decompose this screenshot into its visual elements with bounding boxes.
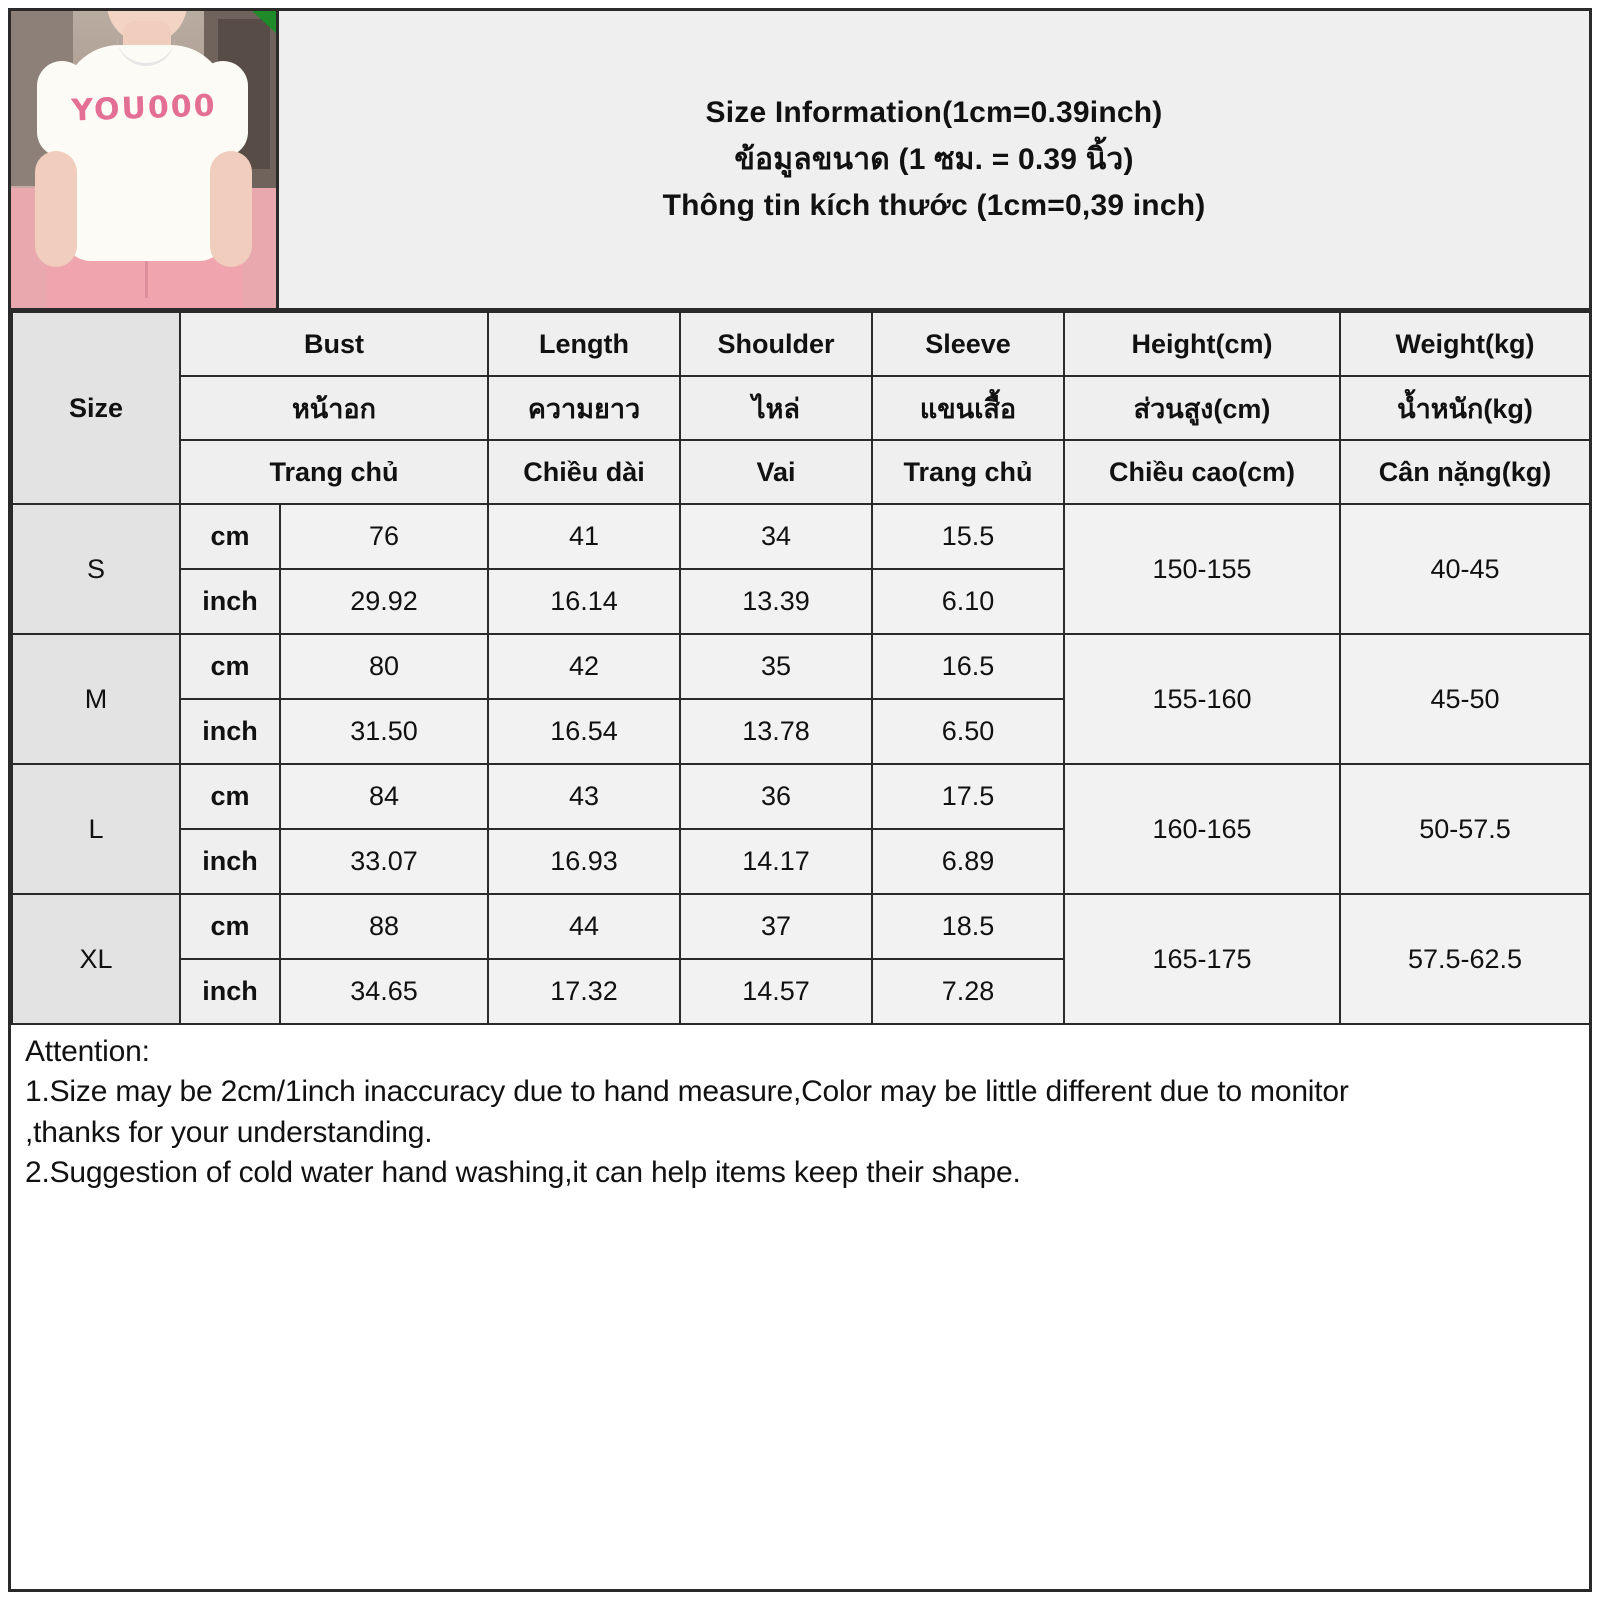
header-shoulder-en: Shoulder: [680, 312, 872, 376]
cell-height-m: 155-160: [1064, 634, 1340, 764]
cell-bust-inch-m: 31.50: [280, 699, 488, 764]
unit-inch-l: inch: [180, 829, 280, 894]
attention-line-3: 2.Suggestion of cold water hand washing,it can help items keep their shape.: [25, 1156, 1021, 1190]
chart-header-row: [11, 11, 1589, 311]
cell-sleeve-inch-s: 6.10: [872, 569, 1064, 634]
cell-length-inch-s: 16.14: [488, 569, 680, 634]
cell-height-s: 150-155: [1064, 504, 1340, 634]
green-corner-marker: [251, 11, 277, 34]
header-weight-en: Weight(kg): [1340, 312, 1590, 376]
row-size-label-xl: XL: [12, 894, 180, 1024]
size-table: [11, 311, 1591, 1025]
size-chart-sheet: [8, 8, 1592, 1592]
photo-shirt-print: YOU000: [70, 88, 218, 129]
title-thai: ข้อมูลขนาด (1 ซม. = 0.39 นิ้ว): [734, 143, 1134, 176]
cell-sleeve-cm-m: 16.5: [872, 634, 1064, 699]
table-row: [12, 634, 1590, 699]
attention-line-1: 1.Size may be 2cm/1inch inaccuracy due to hand measure,Color may be little different due to monitor: [25, 1075, 1349, 1109]
cell-sleeve-inch-m: 6.50: [872, 699, 1064, 764]
cell-bust-inch-s: 29.92: [280, 569, 488, 634]
cell-bust-cm-m: 80: [280, 634, 488, 699]
cell-shoulder-inch-xl: 14.57: [680, 959, 872, 1024]
cell-shoulder-inch-s: 13.39: [680, 569, 872, 634]
unit-inch-m: inch: [180, 699, 280, 764]
header-height-vi: Chiều cao(cm): [1064, 440, 1340, 504]
unit-inch-xl: inch: [180, 959, 280, 1024]
cell-shoulder-cm-xl: 37: [680, 894, 872, 959]
header-length-vi: Chiều dài: [488, 440, 680, 504]
attention-heading: Attention:: [25, 1035, 150, 1068]
header-length-en: Length: [488, 312, 680, 376]
table-header-row-en: [12, 312, 1590, 376]
header-height-th: ส่วนสูง(cm): [1064, 376, 1340, 440]
header-sleeve-en: Sleeve: [872, 312, 1064, 376]
header-height-en: Height(cm): [1064, 312, 1340, 376]
table-header-row-th: [12, 376, 1590, 440]
table-row: [12, 764, 1590, 829]
title-vietnamese: Thông tin kích thước (1cm=0,39 inch): [662, 189, 1206, 222]
header-bust-th: หน้าอก: [180, 376, 488, 440]
cell-sleeve-inch-l: 6.89: [872, 829, 1064, 894]
header-weight-th: น้ำหนัก(kg): [1340, 376, 1590, 440]
cell-shoulder-cm-l: 36: [680, 764, 872, 829]
header-shoulder-vi: Vai: [680, 440, 872, 504]
cell-bust-inch-l: 33.07: [280, 829, 488, 894]
cell-length-cm-xl: 44: [488, 894, 680, 959]
table-header-row-vi: [12, 440, 1590, 504]
cell-sleeve-inch-xl: 7.28: [872, 959, 1064, 1024]
cell-sleeve-cm-l: 17.5: [872, 764, 1064, 829]
header-bust-vi: Trang chủ: [180, 440, 488, 504]
cell-weight-l: 50-57.5: [1340, 764, 1590, 894]
header-shoulder-th: ไหล่: [680, 376, 872, 440]
row-size-label-l: L: [12, 764, 180, 894]
cell-bust-cm-xl: 88: [280, 894, 488, 959]
row-size-label-s: S: [12, 504, 180, 634]
cell-sleeve-cm-xl: 18.5: [872, 894, 1064, 959]
photo-arm-left: [35, 151, 77, 267]
unit-cm-s: cm: [180, 504, 280, 569]
cell-length-cm-m: 42: [488, 634, 680, 699]
unit-cm-m: cm: [180, 634, 280, 699]
cell-bust-cm-s: 76: [280, 504, 488, 569]
cell-length-cm-s: 41: [488, 504, 680, 569]
title-english: Size Information(1cm=0.39inch): [705, 96, 1163, 129]
header-weight-vi: Cân nặng(kg): [1340, 440, 1590, 504]
unit-cm-xl: cm: [180, 894, 280, 959]
table-row: [12, 894, 1590, 959]
row-size-label-m: M: [12, 634, 180, 764]
product-photo: [11, 11, 279, 308]
cell-sleeve-cm-s: 15.5: [872, 504, 1064, 569]
header-sleeve-th: แขนเสื้อ: [872, 376, 1064, 440]
cell-weight-s: 40-45: [1340, 504, 1590, 634]
cell-weight-xl: 57.5-62.5: [1340, 894, 1590, 1024]
cell-height-l: 160-165: [1064, 764, 1340, 894]
title-block: [279, 11, 1589, 308]
table-row: [12, 504, 1590, 569]
cell-shoulder-inch-l: 14.17: [680, 829, 872, 894]
photo-arm-right: [210, 151, 252, 267]
cell-length-inch-m: 16.54: [488, 699, 680, 764]
header-bust-en: Bust: [180, 312, 488, 376]
cell-length-inch-xl: 17.32: [488, 959, 680, 1024]
cell-bust-cm-l: 84: [280, 764, 488, 829]
attention-block: [11, 1025, 1589, 1589]
attention-line-2: ,thanks for your understanding.: [25, 1115, 433, 1149]
cell-shoulder-cm-s: 34: [680, 504, 872, 569]
cell-height-xl: 165-175: [1064, 894, 1340, 1024]
cell-shoulder-inch-m: 13.78: [680, 699, 872, 764]
cell-weight-m: 45-50: [1340, 634, 1590, 764]
header-sleeve-vi: Trang chủ: [872, 440, 1064, 504]
unit-cm-l: cm: [180, 764, 280, 829]
size-corner-cell: Size: [12, 312, 180, 504]
header-length-th: ความยาว: [488, 376, 680, 440]
cell-length-inch-l: 16.93: [488, 829, 680, 894]
cell-length-cm-l: 43: [488, 764, 680, 829]
cell-bust-inch-xl: 34.65: [280, 959, 488, 1024]
unit-inch-s: inch: [180, 569, 280, 634]
cell-shoulder-cm-m: 35: [680, 634, 872, 699]
